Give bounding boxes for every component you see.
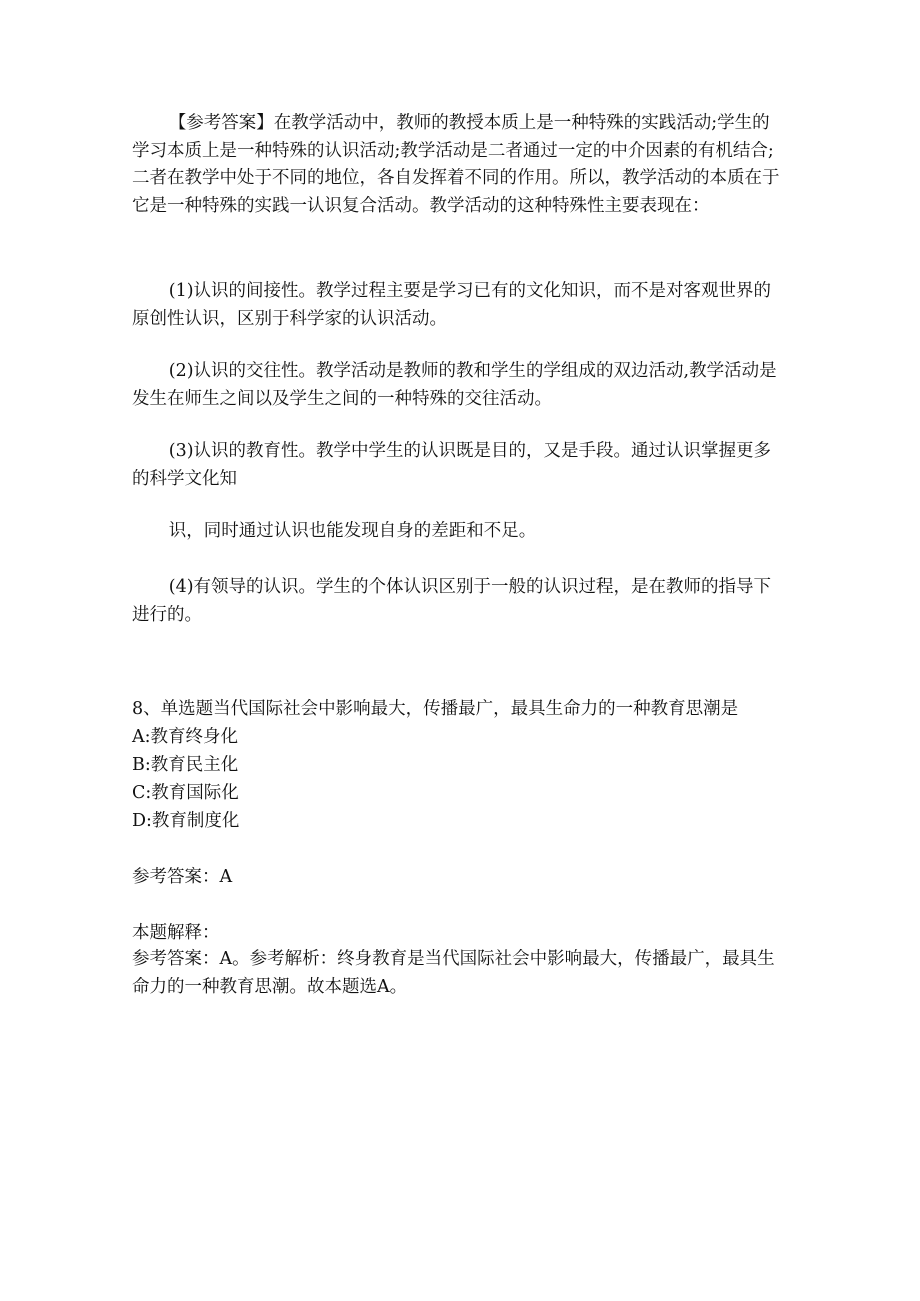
question-stem: 8、单选题当代国际社会中影响最大，传播最广，最具生命力的一种教育思潮是 [132,699,739,719]
point-1: (1)认识的间接性。教学过程主要是学习已有的文化知识，而不是对客观世界的原创性认识，区别于科学家的认识活动。 [132,281,772,329]
option-d: D:教育制度化 [132,811,240,831]
point-4: (4)有领导的认识。学生的个体认识区别于一般的认识过程，是在教师的指导下进行的。 [132,577,772,625]
answer-paragraph: 【参考答案】在教学活动中，教师的教授本质上是一种特殊的实践活动;学生的学习本质上是一种特殊的认识活动;教学活动是二者通过一定的中介因素的有机结合;二者在教学中处于不同的地位，各自发挥着不同的作用。所以，教学活动的本质在于它是一种特殊的实践一认识复合活动。教学活动的这种特殊性主要表现在： [132,113,780,216]
point-3: (3)认识的教育性。教学中学生的认识既是目的，又是手段。通过认识掌握更多的科学文化知 [132,441,772,489]
point-2: (2)认识的交往性。教学活动是教师的教和学生的学组成的双边活动,教学活动是发生在师生之间以及学生之间的一种特殊的交往活动。 [132,361,777,409]
option-a: A:教育终身化 [132,727,239,747]
reference-answer: 参考答案：A [132,867,233,887]
option-c: C:教育国际化 [132,783,239,803]
option-b: B:教育民主化 [132,755,239,775]
point-3-continued: 识，同时通过认识也能发现自身的差距和不足。 [168,521,537,541]
explanation-label: 本题解释： [132,923,220,943]
explanation-text: 参考答案：A。参考解析：终身教育是当代国际社会中影响最大，传播最广，最具生命力的一种教育思潮。故本题选A。 [132,949,775,997]
